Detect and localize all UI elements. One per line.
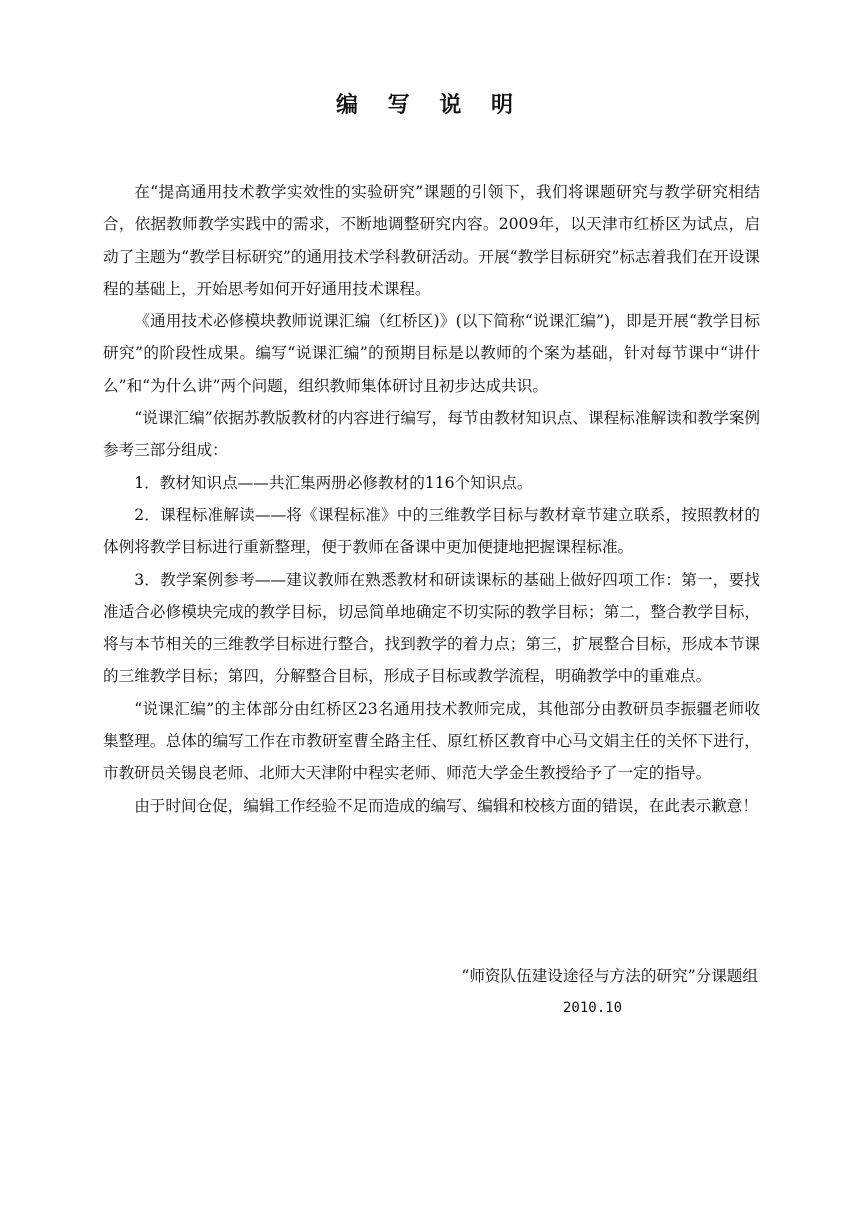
list-item-knowledge-points: 1．教材知识点——共汇集两册必修教材的116个知识点。 <box>134 473 533 492</box>
list-item-teaching-cases: 3．教学案例参考——建议教师在熟悉教材和研读课标的基础上做好四项工作：第一，要找准适合必修模块完成的教学目标，切忌简单地确定不切实际的教学目标；第二，整合教学目标，将与本节相关的三维教学目标进行整合，找到教学的着力点；第三，扩展整合目标，形成本节课的三维教学目标；第四，分解整合目标，形成子目标或教学流程，明确教学中的重难点。 <box>103 570 760 686</box>
paragraph-outcome: 《通用技术必修模块教师说课汇编（红桥区)》(以下简称“说课汇编”)，即是开展“教学目标研究”的阶段性成果。编写“说课汇编”的预期目标是以教师的个案为基础，针对每节课中“讲什么”和“为什么讲”两个问题，组织教师集体研讨且初步达成共识。 <box>103 312 760 395</box>
paragraph-apology: 由于时间仓促，编辑工作经验不足而造成的编写、编辑和校核方面的错误，在此表示歉意！ <box>134 796 758 815</box>
signature-group: “师资队伍建设途径与方法的研究”分课题组 <box>461 967 758 985</box>
list-item-standard-interpretation: 2．课程标准解读——将《课程标准》中的三维教学目标与教材章节建立联系，按照教材的体例将教学目标进行重新整理，便于教师在备课中更加便捷地把握课程标准。 <box>103 505 760 557</box>
paragraph-acknowledgements: “说课汇编”的主体部分由红桥区23名通用技术教师完成，其他部分由教研员李振疆老师收集整理。总体的编写工作在市教研室曹全路主任、原红桥区教育中心马文娟主任的关怀下进行，市教研员关锡良老师、北师大天津附中程实老师、师范大学金生教授给予了一定的指导。 <box>103 699 760 783</box>
paragraph-structure: “说课汇编”依据苏教版教材的内容进行编写，每节由教材知识点、课程标准解读和教学案例参考三部分组成： <box>103 409 760 460</box>
page-title: 编 写 说 明 <box>336 93 524 118</box>
signature-date: 2010.10 <box>563 1000 623 1016</box>
paragraph-intro: 在“提高通用技术教学实效性的实验研究”课题的引领下，我们将课题研究与教学研究相结合，依据教师教学实践中的需求，不断地调整研究内容。2009年，以天津市红桥区为试点，启动了主题为“教学目标研究”的通用技术学科教研活动。开展“教学目标研究”标志着我们在开设课程的基础上，开始思考如何开好通用技术课程。 <box>103 183 760 298</box>
document-body <box>103 176 760 822</box>
